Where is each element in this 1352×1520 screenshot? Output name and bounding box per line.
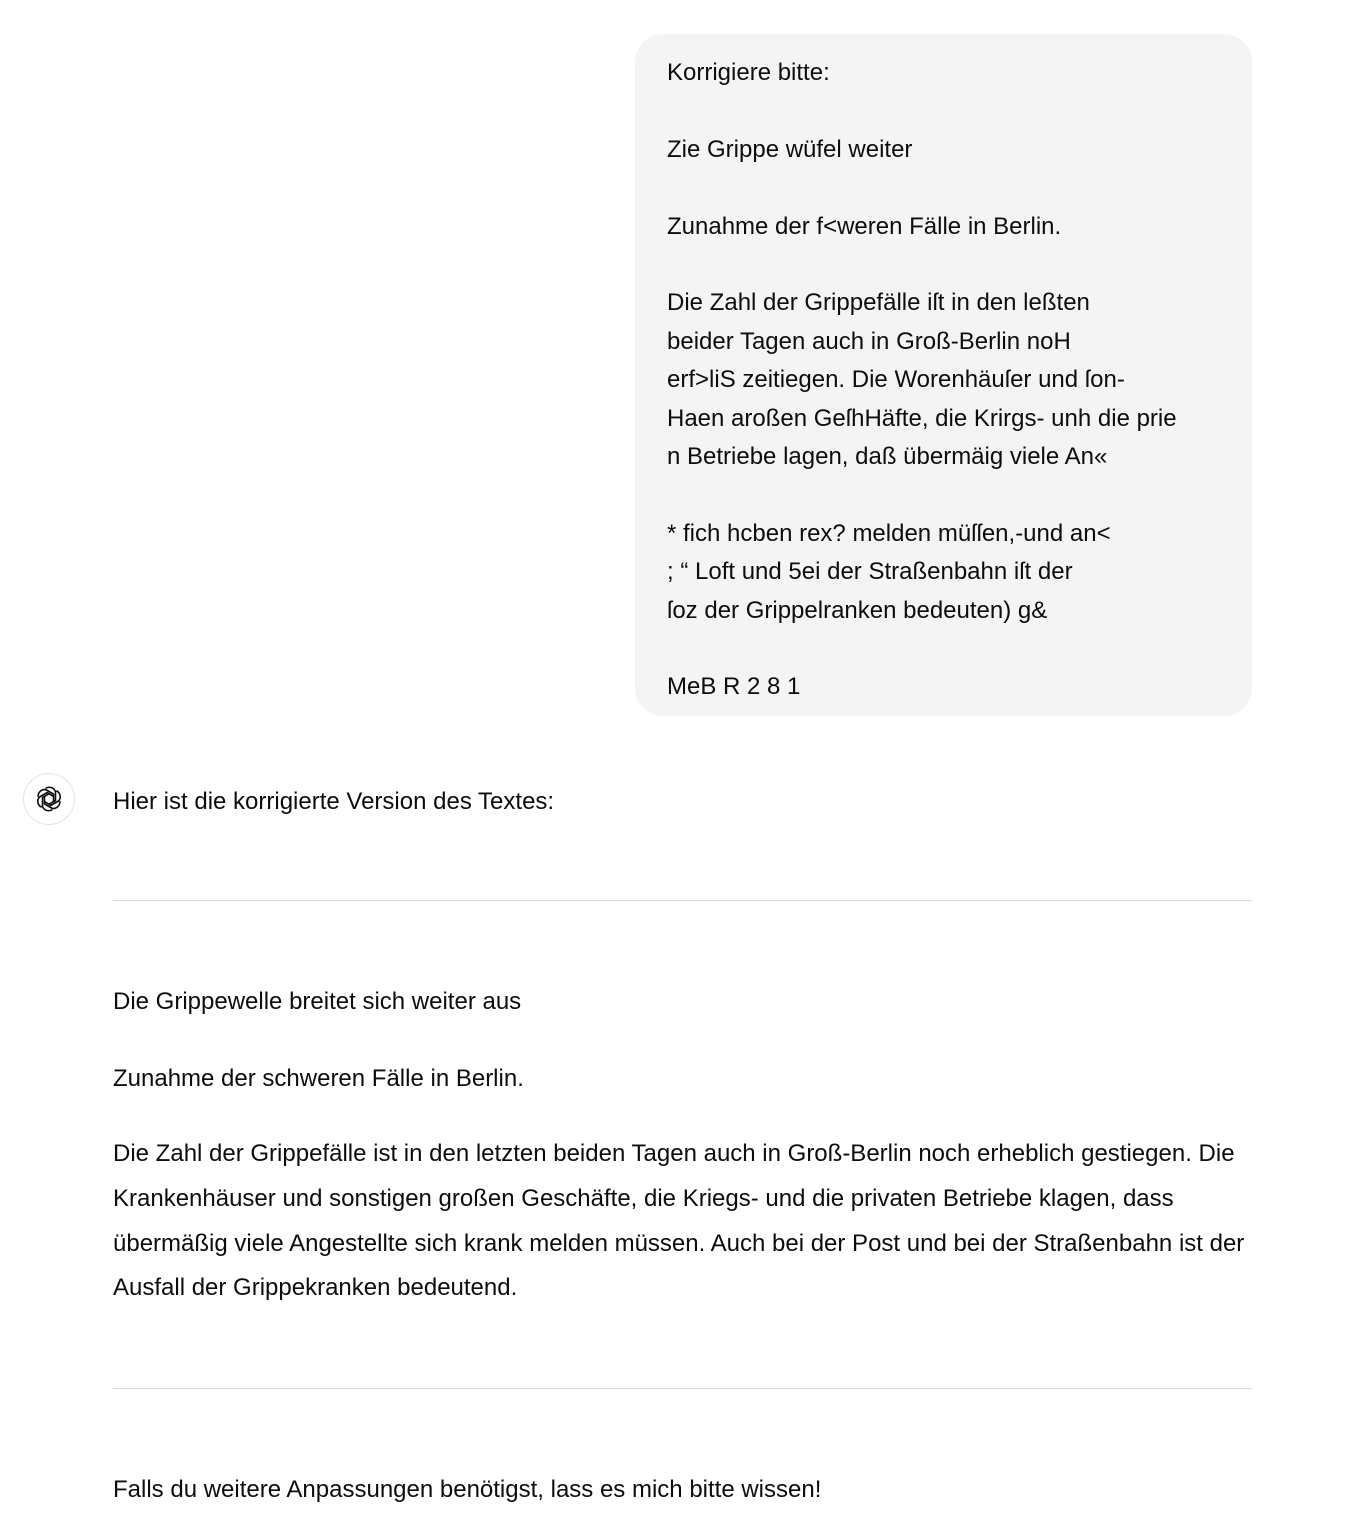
user-message-paragraph: Korrigiere bitte: — [667, 59, 830, 86]
corrected-subtitle: Zunahme der schweren Fälle in Berlin. — [113, 1065, 524, 1092]
user-message-paragraph: Zie Grippe wüfel weiter — [667, 135, 913, 163]
corrected-title: Die Grippewelle breitet sich weiter aus — [113, 988, 522, 1015]
assistant-message — [113, 782, 1253, 1503]
divider — [113, 900, 1252, 901]
openai-logo-icon — [34, 784, 64, 814]
user-message-paragraph: Zunahme der f<weren Fälle in Berlin. — [667, 212, 1062, 240]
user-message-bubble — [635, 34, 1252, 716]
corrected-body: Die Zahl der Grippefälle ist in den letzten beiden Tagen auch in Groß-Berlin noch erheblich gestiegen. Die Krankenhäuser und sonstigen großen Geschäfte, die Kriegs- und die privaten Betriebe klagen, dass übermäßig viele Angestellte sich krank melden müssen. Auch bei der Post und bei der Straßenbahn ist der Ausfall der Grippekranken bedeutend. — [113, 1140, 1245, 1302]
user-message-paragraph: * fich hcben rex? melden müſſen,-und an< ; “ Loft und 5ei der Straßenbahn iſt der ſoz der Grippelranken bedeuten) g& — [667, 519, 1111, 624]
assistant-avatar — [23, 773, 75, 825]
assistant-closing-text: Falls du weitere Anpassungen benötigst, lass es mich bitte wissen! — [113, 1476, 822, 1503]
user-message-paragraph: Die Zahl der Grippefälle iſt in den leßten beider Tagen auch in Groß-Berlin noH erf>liS zeitiegen. Die Worenhäuſer und ſon- Haen aroßen GeſhHäfte, die Krirgs- unh die prie n Betriebe lagen, daß übermäig viele An« — [667, 289, 1177, 471]
assistant-intro-text: Hier ist die korrigierte Version des Textes: — [113, 788, 555, 815]
user-message-paragraph: MeB R 2 8 1 — [667, 673, 801, 701]
divider — [113, 1388, 1252, 1389]
